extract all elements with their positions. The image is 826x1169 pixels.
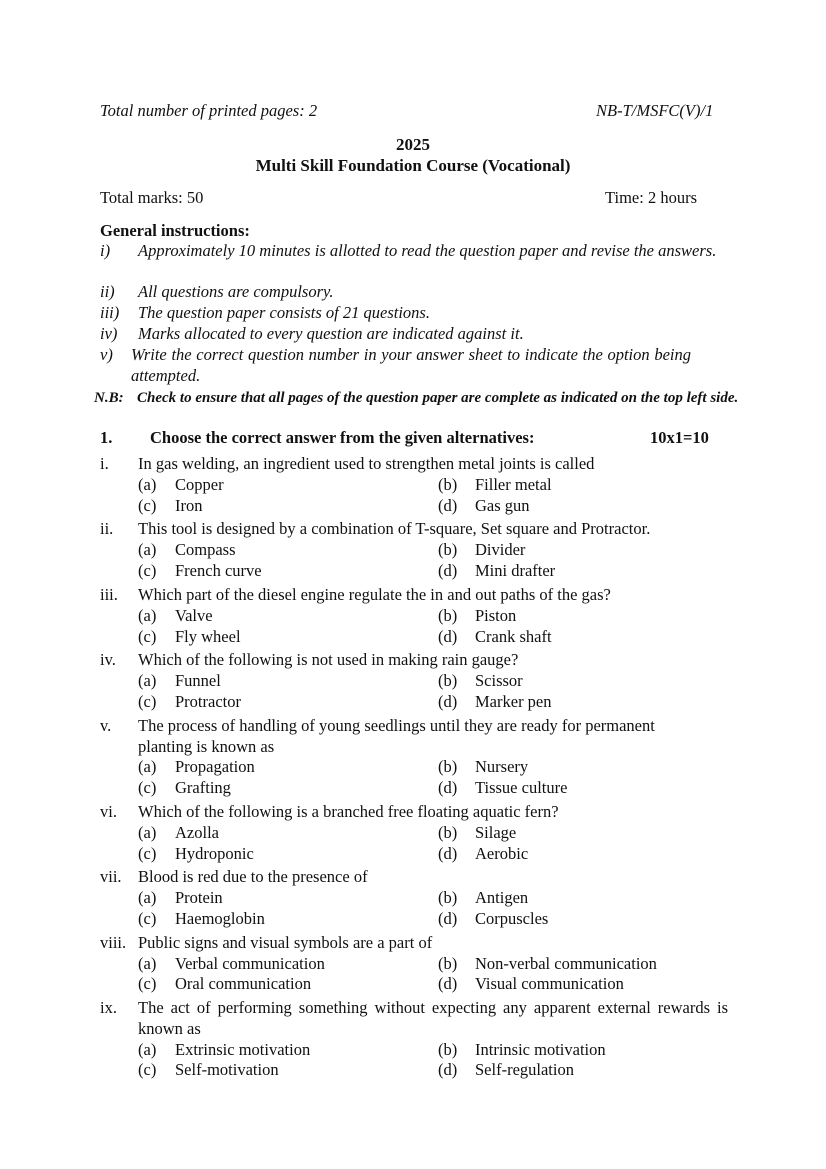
option-text: Antigen <box>475 888 529 907</box>
option-text: Fly wheel <box>175 627 241 646</box>
option-c <box>138 496 203 517</box>
question-text: Blood is red due to the presence of <box>138 867 368 886</box>
printed-pages-note: Total number of printed pages: 2 <box>100 101 318 120</box>
option-label: (b) <box>438 888 458 907</box>
option-a <box>138 954 325 975</box>
option-text: Corpuscles <box>475 909 549 928</box>
section-marks: 10x1=10 <box>650 428 709 447</box>
option-label: (a) <box>138 606 157 625</box>
option-a <box>138 671 221 692</box>
option-c <box>138 778 231 799</box>
option-c <box>138 1060 279 1081</box>
question-text: The process of handling of young seedlings until they are ready for permanent planting is known as <box>138 716 655 756</box>
paper-code: NB-T/MSFC(V)/1 <box>596 101 714 120</box>
option-label: (d) <box>438 974 458 993</box>
option-b <box>438 823 516 844</box>
option-label: (a) <box>138 1040 157 1059</box>
option-label: (c) <box>138 1060 157 1079</box>
option-text: Hydroponic <box>175 844 254 863</box>
option-text: Compass <box>175 540 236 559</box>
option-label: (c) <box>138 692 157 711</box>
option-b <box>438 757 528 778</box>
option-label: (d) <box>438 692 458 711</box>
instruction-number: i) <box>100 241 111 260</box>
instruction-number: iii) <box>100 303 120 322</box>
option-text: Funnel <box>175 671 221 690</box>
question-text: This tool is designed by a combination of T-square, Set square and Protractor. <box>138 519 651 538</box>
option-text: Non-verbal communication <box>475 954 657 973</box>
option-label: (d) <box>438 561 458 580</box>
option-b <box>438 475 552 496</box>
option-a <box>138 475 224 496</box>
option-label: (b) <box>438 954 458 973</box>
option-text: Copper <box>175 475 224 494</box>
option-label: (d) <box>438 1060 458 1079</box>
section-number: 1. <box>100 428 113 447</box>
option-c <box>138 909 265 930</box>
option-label: (c) <box>138 909 157 928</box>
question-text: Which of the following is not used in making rain gauge? <box>138 650 519 669</box>
option-c <box>138 561 262 582</box>
option-label: (a) <box>138 475 157 494</box>
option-label: (b) <box>438 606 458 625</box>
option-text: Self-motivation <box>175 1060 279 1079</box>
option-label: (a) <box>138 888 157 907</box>
option-d <box>438 496 530 517</box>
option-text: Scissor <box>475 671 523 690</box>
exam-time: Time: 2 hours <box>605 188 697 207</box>
option-label: (c) <box>138 561 157 580</box>
option-text: Protein <box>175 888 223 907</box>
option-text: Mini drafter <box>475 561 556 580</box>
nb-text: Check to ensure that all pages of the question paper are complete as indicated on the top left side. <box>137 390 739 406</box>
instruction-text: All questions are compulsory. <box>138 282 334 301</box>
option-label: (c) <box>138 778 157 797</box>
option-text: Gas gun <box>475 496 530 515</box>
option-label: (b) <box>438 757 458 776</box>
option-text: Crank shaft <box>475 627 552 646</box>
instruction-text: The question paper consists of 21 questions. <box>138 303 430 322</box>
instruction-number: v) <box>100 345 113 364</box>
option-text: Extrinsic motivation <box>175 1040 311 1059</box>
option-b <box>438 606 516 627</box>
option-text: Filler metal <box>475 475 552 494</box>
instruction-text: Marks allocated to every question are indicated against it. <box>138 324 524 343</box>
question-text: The act of performing something without expecting any apparent external rewards is known as <box>138 998 728 1038</box>
option-d <box>438 692 552 713</box>
option-d <box>438 909 548 930</box>
option-text: Silage <box>475 823 517 842</box>
option-b <box>438 540 525 561</box>
exam-year: 2025 <box>396 135 430 154</box>
question-number: viii. <box>100 933 127 952</box>
option-label: (b) <box>438 1040 458 1059</box>
option-d <box>438 974 624 995</box>
option-text: Intrinsic motivation <box>475 1040 606 1059</box>
option-label: (c) <box>138 496 157 515</box>
option-text: Visual communication <box>475 974 624 993</box>
question-number: vii. <box>100 867 122 886</box>
option-label: (a) <box>138 757 157 776</box>
option-c <box>138 692 241 713</box>
option-text: Tissue culture <box>475 778 568 797</box>
option-d <box>438 778 567 799</box>
course-title: Multi Skill Foundation Course (Vocational) <box>255 156 571 175</box>
option-text: Grafting <box>175 778 231 797</box>
option-label: (b) <box>438 475 458 494</box>
option-label: (b) <box>438 540 458 559</box>
option-d <box>438 844 528 865</box>
option-d <box>438 627 552 648</box>
option-text: Oral communication <box>175 974 312 993</box>
question-text: Public signs and visual symbols are a part of <box>138 933 433 952</box>
question-number: v. <box>100 716 112 735</box>
option-text: Valve <box>175 606 213 625</box>
option-c <box>138 844 254 865</box>
option-label: (c) <box>138 844 157 863</box>
option-text: Marker pen <box>475 692 552 711</box>
option-text: Azolla <box>175 823 219 842</box>
option-label: (a) <box>138 671 157 690</box>
question-number: i. <box>100 454 109 473</box>
option-label: (a) <box>138 823 157 842</box>
option-text: Haemoglobin <box>175 909 265 928</box>
option-a <box>138 1040 310 1061</box>
option-c <box>138 627 241 648</box>
option-d <box>438 561 555 582</box>
section-title: Choose the correct answer from the given alternatives: <box>150 428 535 447</box>
option-label: (d) <box>438 496 458 515</box>
option-text: Aerobic <box>475 844 529 863</box>
option-label: (b) <box>438 671 458 690</box>
option-label: (d) <box>438 778 458 797</box>
question-text: Which part of the diesel engine regulate the in and out paths of the gas? <box>138 585 611 604</box>
question-number: iii. <box>100 585 118 604</box>
option-text: Nursery <box>475 757 529 776</box>
option-a <box>138 888 223 909</box>
option-text: Propagation <box>175 757 255 776</box>
option-text: Divider <box>475 540 526 559</box>
instruction-text: Write the correct question number in your answer sheet to indicate the option being attempted. <box>131 345 691 385</box>
question-number: ix. <box>100 998 117 1017</box>
option-d <box>438 1060 574 1081</box>
instruction-text: Approximately 10 minutes is allotted to read the question paper and revise the answers. <box>138 241 717 260</box>
question-number: ii. <box>100 519 114 538</box>
option-c <box>138 974 311 995</box>
option-a <box>138 540 236 561</box>
option-a <box>138 823 219 844</box>
option-text: Protractor <box>175 692 241 711</box>
option-b <box>438 888 528 909</box>
option-label: (d) <box>438 909 458 928</box>
option-label: (d) <box>438 844 458 863</box>
option-a <box>138 606 213 627</box>
option-b <box>438 1040 606 1061</box>
question-text: In gas welding, an ingredient used to strengthen metal joints is called <box>138 454 595 473</box>
option-a <box>138 757 255 778</box>
option-text: Verbal communication <box>175 954 325 973</box>
instruction-number: iv) <box>100 324 118 343</box>
total-marks: Total marks: 50 <box>100 188 204 207</box>
question-text: Which of the following is a branched free floating aquatic fern? <box>138 802 559 821</box>
option-label: (b) <box>438 823 458 842</box>
question-number: iv. <box>100 650 116 669</box>
option-b <box>438 671 523 692</box>
option-text: Self-regulation <box>475 1060 574 1079</box>
option-label: (a) <box>138 954 157 973</box>
option-label: (a) <box>138 540 157 559</box>
option-label: (d) <box>438 627 458 646</box>
question-number: vi. <box>100 802 117 821</box>
option-label: (c) <box>138 627 157 646</box>
option-label: (c) <box>138 974 157 993</box>
option-text: French curve <box>175 561 262 580</box>
option-text: Piston <box>475 606 517 625</box>
instruction-number: ii) <box>100 282 115 301</box>
nb-label: N.B: <box>94 390 124 406</box>
option-text: Iron <box>175 496 203 515</box>
option-b <box>438 954 657 975</box>
instructions-heading: General instructions: <box>100 221 250 240</box>
